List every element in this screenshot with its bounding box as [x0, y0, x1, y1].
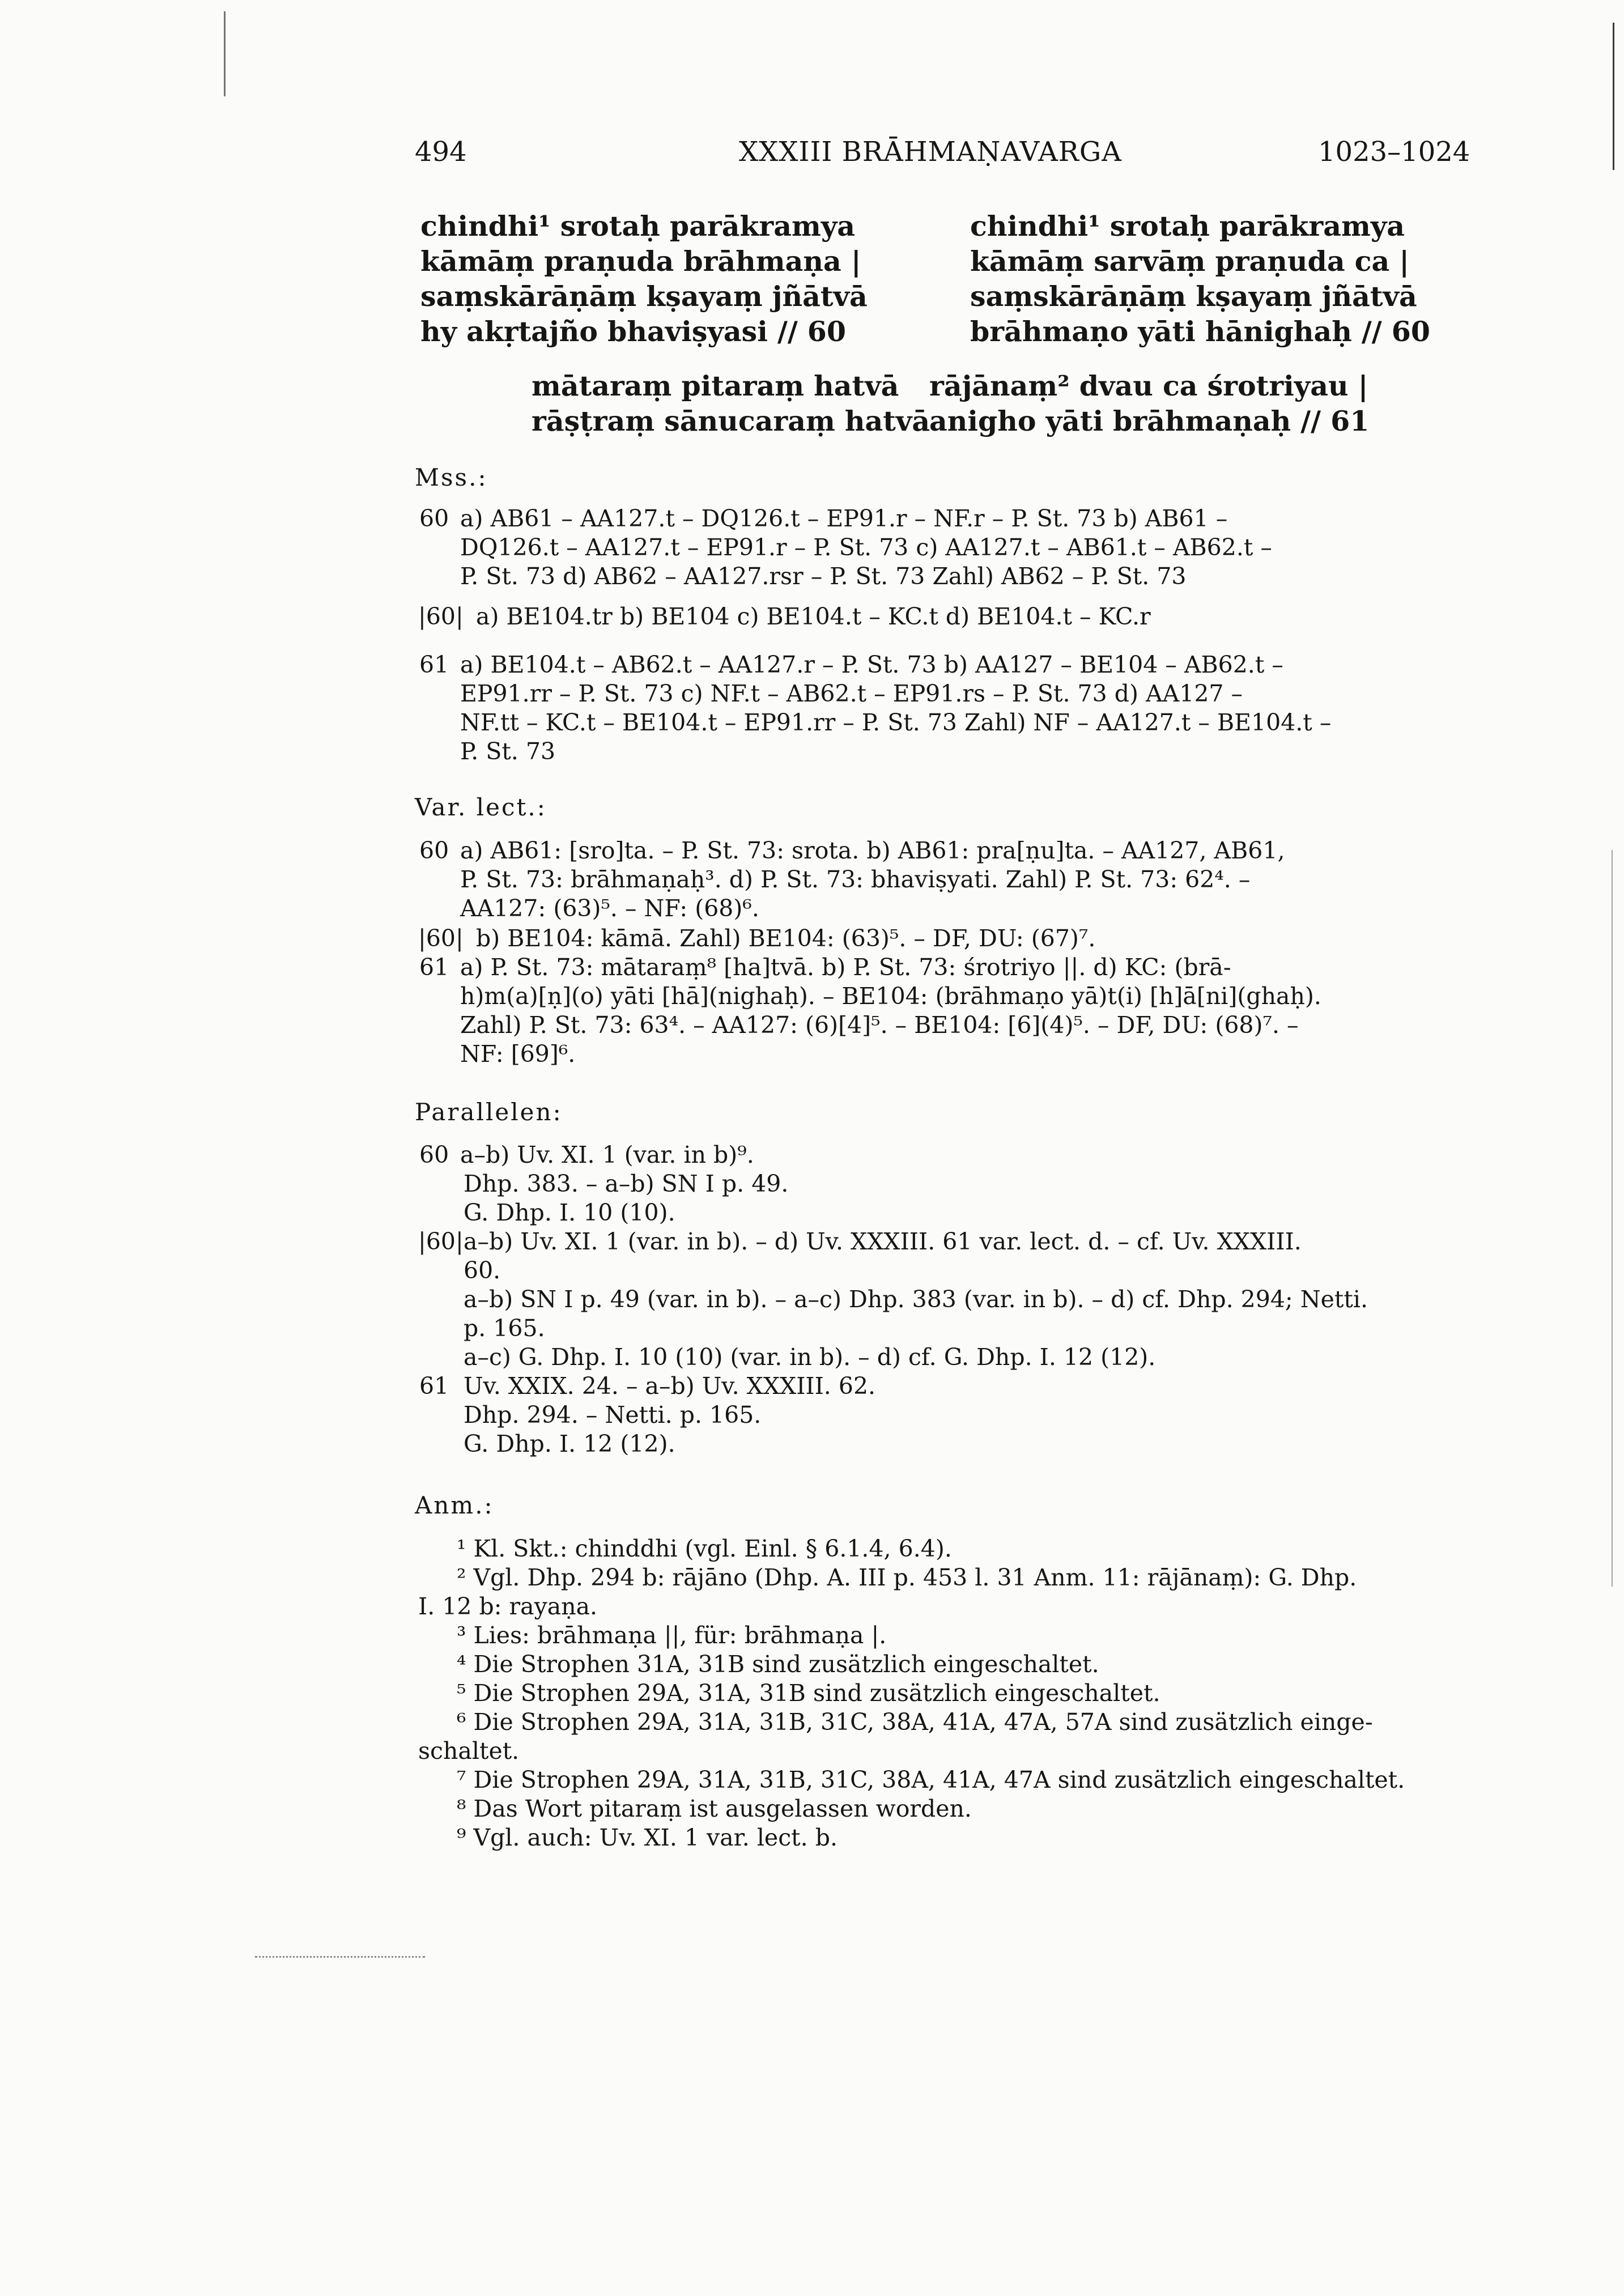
entry-line: Zahl) P. St. 73: 63⁴. – AA127: (6)[4]⁵. – BE104: [6](4)⁵. – DF, DU: (68)⁷. – — [460, 1011, 1299, 1039]
varlect-entry — [460, 953, 1231, 982]
mss-entry-cont — [460, 533, 1272, 591]
footnote: ⁶ Die Strophen 29A, 31A, 31B, 31C, 38A, 41A, 47A, 57A sind zusätzlich einge- — [457, 1708, 1373, 1736]
verse-line: chindhi¹ srotaḥ parākramya — [420, 210, 856, 243]
entry-line: a) P. St. 73: mātaraṃ⁸ [ha]tvā. b) P. St. 73: śrotriyo ||. d) KC: (brā- — [460, 954, 1231, 981]
footnote: ⁵ Die Strophen 29A, 31A, 31B sind zusätzlich eingeschaltet. — [457, 1680, 1160, 1707]
verse-left-column — [420, 209, 868, 349]
verse-line: saṃskārāṇāṃ kṣayaṃ jñātvā — [970, 280, 1417, 313]
entry-line: NF.tt – KC.t – BE104.t – EP91.rr – P. St. 73 Zahl) NF – AA127.t – BE104.t – — [460, 709, 1332, 736]
page-number: 494 — [415, 136, 467, 168]
entry-line: a) BE104.tr b) BE104 c) BE104.t – KC.t d) BE104.t – KC.r — [476, 603, 1151, 630]
footnote: ⁹ Vgl. auch: Uv. XI. 1 var. lect. b. — [457, 1824, 837, 1851]
varlect-entry-cont — [460, 865, 1250, 923]
entry-line: Uv. XXIX. 24. – a–b) Uv. XXXIII. 62. — [464, 1372, 876, 1400]
verse-line: kāmāṃ sarvāṃ praṇuda ca | — [970, 245, 1410, 278]
varlect-entry — [476, 924, 1095, 953]
entry-number: 60 — [419, 1141, 449, 1168]
footnote: ⁴ Die Strophen 31A, 31B sind zusätzlich eingeschaltet. — [457, 1651, 1099, 1678]
parallelen-heading: Parallelen: — [415, 1098, 563, 1126]
verse-center-left — [532, 368, 930, 439]
entry-number: 61 — [419, 1372, 449, 1400]
entry-number: 60 — [419, 837, 449, 864]
entry-line: Dhp. 294. – Netti. p. 165. — [464, 1401, 762, 1428]
footnote: ⁸ Das Wort pitaraṃ ist ausgelassen worden. — [457, 1795, 972, 1822]
entry-line: a–b) SN I p. 49 (var. in b). – a–c) Dhp. 383 (var. in b). – d) cf. Dhp. 294; Netti. — [464, 1286, 1368, 1313]
verse-line: kāmāṃ praṇuda brāhmaṇa | — [420, 245, 861, 278]
entry-number: |60| — [418, 603, 464, 630]
entry-number: |60| — [418, 1228, 464, 1255]
footnote-cont: I. 12 b: rayaṇa. — [418, 1593, 598, 1620]
varlect-entry — [460, 836, 1285, 865]
verse-range: 1023–1024 — [1318, 136, 1470, 168]
scan-dotted-artifact — [255, 1956, 425, 1959]
entry-line: h)m(a)[ṇ](o) yāti [hā](nighaḥ). – BE104: (brāhmaṇo yā)t(i) [h]ā[ni](ghaḥ). — [460, 983, 1321, 1010]
scan-edge-line-lower — [1612, 850, 1613, 1587]
verse-line: hy akṛtajño bhaviṣyasi // 60 — [420, 315, 846, 348]
verse-line: brāhmaṇo yāti hānighaḥ // 60 — [970, 315, 1430, 348]
entry-line: a–b) Uv. XI. 1 (var. in b). – d) Uv. XXXIII. 61 var. lect. d. – cf. Uv. XXXIII. — [464, 1228, 1302, 1255]
parallel-entry-cont — [464, 1170, 788, 1227]
mss-entry — [460, 504, 1227, 533]
footnote: ⁷ Die Strophen 29A, 31A, 31B, 31C, 38A, 41A, 47A sind zusätzlich eingeschaltet. — [457, 1766, 1405, 1793]
verse-line: rājānaṃ² dvau ca śrotriyau | — [929, 369, 1368, 402]
scan-edge-line — [1613, 23, 1614, 170]
verse-line: rāṣṭraṃ sānucaraṃ hatvā — [532, 405, 930, 437]
parallel-entry — [464, 1227, 1302, 1256]
verse-right-column — [970, 209, 1430, 349]
entry-line: P. St. 73 — [460, 738, 556, 765]
footnote: ¹ Kl. Skt.: chinddhi (vgl. Einl. § 6.1.4, 6.4). — [457, 1535, 952, 1562]
entry-line: b) BE104: kāmā. Zahl) BE104: (63)⁵. – DF, DU: (67)⁷. — [476, 925, 1096, 952]
entry-number: |60| — [418, 925, 464, 952]
parallel-entry — [464, 1372, 875, 1401]
verse-center-right — [929, 368, 1369, 439]
entry-number: 61 — [419, 651, 449, 678]
entry-line: a) AB61: [sro]ta. – P. St. 73: srota. b) AB61: pra[ṇu]ta. – AA127, AB61, — [460, 837, 1285, 864]
entry-line: a) BE104.t – AB62.t – AA127.r – P. St. 73 b) AA127 – BE104 – AB62.t – — [460, 651, 1283, 678]
entry-line: a–b) Uv. XI. 1 (var. in b)⁹. — [460, 1141, 754, 1168]
footnote-cont: schaltet. — [418, 1737, 520, 1764]
varlect-heading: Var. lect.: — [415, 793, 547, 821]
entry-line: P. St. 73: brāhmaṇaḥ³. d) P. St. 73: bhaviṣyati. Zahl) P. St. 73: 62⁴. – — [460, 866, 1251, 893]
varlect-entry-cont — [460, 982, 1321, 1069]
scan-left-mark — [224, 11, 226, 96]
anm-heading: Anm.: — [415, 1491, 494, 1519]
entry-line: a) AB61 – AA127.t – DQ126.t – EP91.r – NF.r – P. St. 73 b) AB61 – — [460, 505, 1228, 532]
entry-number: 61 — [419, 954, 449, 981]
entry-line: DQ126.t – AA127.t – EP91.r – P. St. 73 c) AA127.t – AB61.t – AB62.t – — [460, 534, 1272, 561]
footnote: ² Vgl. Dhp. 294 b: rājāno (Dhp. A. III p. 453 l. 31 Anm. 11: rājānaṃ): G. Dhp. — [457, 1564, 1357, 1591]
entry-line: Dhp. 383. – a–b) SN I p. 49. — [464, 1170, 789, 1197]
entry-line: 60. — [464, 1257, 501, 1284]
entry-line: P. St. 73 d) AB62 – AA127.rsr – P. St. 73 Zahl) AB62 – P. St. 73 — [460, 563, 1187, 590]
entry-line: p. 165. — [464, 1315, 545, 1342]
mss-entry — [476, 602, 1151, 631]
chapter-title: XXXIII BRĀHMAṆAVARGA — [739, 136, 1122, 168]
entry-line: EP91.rr – P. St. 73 c) NF.t – AB62.t – EP91.rs – P. St. 73 d) AA127 – — [460, 680, 1243, 707]
footnote: ³ Lies: brāhmaṇa ||, für: brāhmaṇa |. — [457, 1622, 887, 1649]
entry-line: a–c) G. Dhp. I. 10 (10) (var. in b). – d) cf. G. Dhp. I. 12 (12). — [464, 1343, 1156, 1371]
entry-number: 60 — [419, 505, 449, 532]
parallel-entry-cont — [464, 1256, 1368, 1372]
entry-line: G. Dhp. I. 10 (10). — [464, 1199, 675, 1226]
verse-line: chindhi¹ srotaḥ parākramya — [970, 210, 1405, 243]
verse-line: anigho yāti brāhmaṇaḥ // 61 — [929, 405, 1370, 437]
mss-heading: Mss.: — [415, 464, 488, 491]
mss-entry-cont — [460, 679, 1331, 766]
parallel-entry — [460, 1141, 754, 1170]
verse-line: saṃskārāṇāṃ kṣayaṃ jñātvā — [420, 280, 868, 313]
entry-line: NF: [69]⁶. — [460, 1040, 576, 1068]
parallel-entry-cont — [464, 1401, 761, 1459]
verse-line: mātaraṃ pitaraṃ hatvā — [532, 369, 899, 402]
mss-entry — [460, 650, 1283, 679]
entry-line: G. Dhp. I. 12 (12). — [464, 1430, 675, 1457]
entry-line: AA127: (63)⁵. – NF: (68)⁶. — [460, 895, 759, 922]
